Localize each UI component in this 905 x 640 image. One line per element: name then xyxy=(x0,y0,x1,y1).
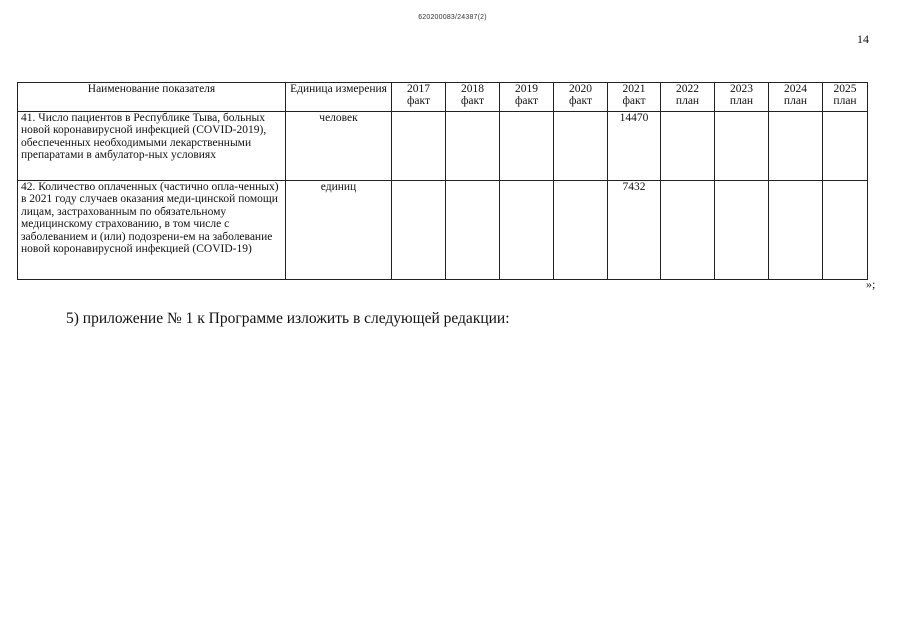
header-year-2019: 2019 факт xyxy=(500,83,554,112)
value-cell-2018 xyxy=(446,181,500,280)
value-cell-2024 xyxy=(769,181,823,280)
header-year-2018: 2018 факт xyxy=(446,83,500,112)
value-cell-2020 xyxy=(554,112,608,181)
header-year-2025: 2025 план xyxy=(823,83,868,112)
value-cell-2017 xyxy=(392,112,446,181)
amendment-paragraph: 5) приложение № 1 к Программе изложить в следующей редакции: xyxy=(66,310,510,327)
value-cell-2018 xyxy=(446,112,500,181)
value-cell-2024 xyxy=(769,112,823,181)
header-year-2022: 2022 план xyxy=(661,83,715,112)
header-unit: Единица измерения xyxy=(286,83,392,112)
value-cell-2025 xyxy=(823,112,868,181)
header-year-2017: 2017 факт xyxy=(392,83,446,112)
header-year-2021: 2021 факт xyxy=(608,83,661,112)
header-year-2023: 2023 план xyxy=(715,83,769,112)
header-year-2020: 2020 факт xyxy=(554,83,608,112)
value-cell-2019 xyxy=(500,181,554,280)
table-row xyxy=(18,181,868,280)
value-cell-2020 xyxy=(554,181,608,280)
value-cell-2022 xyxy=(661,112,715,181)
closing-quote-mark: »; xyxy=(866,277,876,291)
header-indicator-name: Наименование показателя xyxy=(18,83,286,112)
unit-cell: единиц xyxy=(286,181,392,280)
page-number: 14 xyxy=(857,32,869,46)
value-cell-2017 xyxy=(392,181,446,280)
table-row xyxy=(18,112,868,181)
value-cell-2023 xyxy=(715,181,769,280)
value-cell-2021: 14470 xyxy=(608,112,661,181)
header-year-2024: 2024 план xyxy=(769,83,823,112)
table-header-row xyxy=(18,83,868,112)
value-cell-2019 xyxy=(500,112,554,181)
indicator-name-cell: 41. Число пациентов в Республике Тыва, больных новой коронавирусной инфекцией (COVID-2019), обеспеченных необходимыми лекарственными препаратами в амбулатор-ных условиях xyxy=(18,112,286,181)
document-id: 620200083/24387(2) xyxy=(418,14,487,21)
value-cell-2023 xyxy=(715,112,769,181)
indicators-table xyxy=(17,82,868,280)
value-cell-2025 xyxy=(823,181,868,280)
value-cell-2022 xyxy=(661,181,715,280)
unit-cell: человек xyxy=(286,112,392,181)
value-cell-2021: 7432 xyxy=(608,181,661,280)
indicator-name-cell: 42. Количество оплаченных (частично опла-ченных) в 2021 году случаев оказания меди-цинской помощи лицам, застрахованным по обязательному медицинскому страхованию, в том числе с заболеванием и (или) подозрени-ем на заболевание новой коронавирусной инфекцией (COVID-19) xyxy=(18,181,286,280)
